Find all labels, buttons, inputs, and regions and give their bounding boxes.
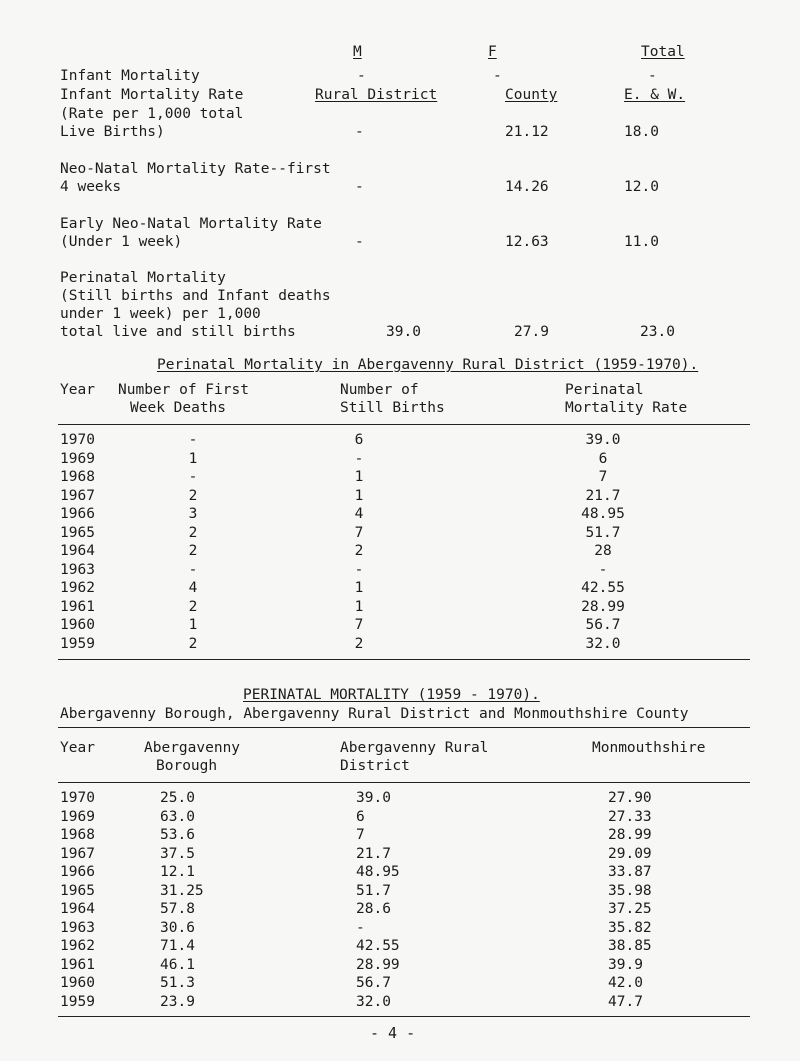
- table1-header-first-week-line2: Week Deaths: [130, 400, 227, 416]
- table2-header-borough-line2: Borough: [156, 758, 218, 774]
- imr-label-line2: (Rate per 1,000 total: [60, 106, 244, 122]
- table2-cell-monmouthshire: 42.0: [608, 975, 643, 991]
- table2-cell-monmouthshire: 27.90: [608, 790, 652, 806]
- table1-cell-first-week-deaths: -: [188, 469, 198, 485]
- table2-cell-year: 1969: [60, 808, 95, 825]
- imr-label-line1: Infant Mortality Rate: [60, 87, 244, 103]
- neonatal-ew: 12.0: [624, 179, 659, 195]
- table2-cell-rural-district: 56.7: [356, 975, 391, 991]
- early-neonatal-ew: 11.0: [624, 234, 659, 250]
- col-header-f: F: [488, 44, 497, 60]
- table1-cell-first-week-deaths: 1: [188, 617, 198, 633]
- table2-header-rule: [58, 782, 750, 783]
- table2-cell-year: 1966: [60, 864, 95, 880]
- table2-cell-borough: 71.4: [160, 938, 195, 954]
- table2-cell-borough: 37.5: [160, 845, 195, 862]
- table1-cell-first-week-deaths: -: [188, 432, 198, 448]
- table1-cell-still-births: 2: [354, 635, 364, 652]
- table1-header-still-births-line2: Still Births: [340, 400, 445, 416]
- infant-mortality-total: -: [648, 68, 657, 84]
- table1-cell-perinatal-rate: 7: [598, 469, 608, 485]
- table1-header-first-week-line1: Number of First: [118, 382, 249, 398]
- infant-mortality-f: -: [493, 68, 502, 84]
- table2-cell-monmouthshire: 27.33: [608, 808, 652, 825]
- table1-header-year: Year: [60, 382, 95, 398]
- table2-subtitle: Abergavenny Borough, Abergavenny Rural District and Monmouthshire County: [60, 706, 689, 722]
- table2-cell-rural-district: 6: [356, 808, 365, 825]
- table1-cell-still-births: 1: [354, 469, 364, 485]
- table2-cell-year: 1967: [60, 845, 95, 862]
- table2-cell-year: 1962: [60, 938, 95, 954]
- table1-cell-first-week-deaths: 2: [188, 598, 198, 615]
- early-neonatal-county: 12.63: [505, 234, 549, 250]
- table1-cell-year: 1959: [60, 635, 95, 652]
- table2-cell-borough: 12.1: [160, 864, 195, 880]
- table2-cell-borough: 25.0: [160, 790, 195, 806]
- table2-cell-rural-district: 28.6: [356, 901, 391, 917]
- table1-cell-still-births: 2: [354, 543, 364, 559]
- table1-cell-perinatal-rate: 56.7: [585, 617, 621, 633]
- table1-cell-year: 1965: [60, 524, 95, 541]
- table2-cell-rural-district: 21.7: [356, 845, 391, 862]
- table1-cell-perinatal-rate: 39.0: [585, 432, 621, 448]
- table1-cell-perinatal-rate: 42.55: [581, 580, 625, 596]
- table2-cell-rural-district: 28.99: [356, 956, 400, 973]
- page-number: - 4 -: [370, 1024, 416, 1042]
- table2-cell-monmouthshire: 37.25: [608, 901, 652, 917]
- table1-header-rate-line1: Perinatal: [565, 382, 644, 398]
- table2-cell-monmouthshire: 29.09: [608, 845, 652, 862]
- table2-cell-year: 1963: [60, 919, 95, 936]
- table2-cell-rural-district: 51.7: [356, 882, 391, 899]
- table1-cell-year: 1968: [60, 469, 95, 485]
- table1-cell-year: 1962: [60, 580, 95, 596]
- infant-mortality-label: Infant Mortality: [60, 68, 200, 84]
- table1-cell-perinatal-rate: 21.7: [585, 487, 621, 504]
- table1-cell-perinatal-rate: 51.7: [585, 524, 621, 541]
- table1-cell-year: 1969: [60, 450, 95, 467]
- perinatal-label-line1: Perinatal Mortality: [60, 270, 226, 286]
- table1-bottom-rule: [58, 659, 750, 660]
- table1-header-rule: [58, 424, 750, 425]
- table2-cell-year: 1959: [60, 993, 95, 1010]
- table2-cell-monmouthshire: 33.87: [608, 864, 652, 880]
- col-header-total: Total: [641, 44, 685, 60]
- table1-cell-year: 1964: [60, 543, 95, 559]
- table1-cell-perinatal-rate: -: [598, 561, 608, 578]
- table2-header-rural-line2: District: [340, 758, 410, 774]
- perinatal-rural: 39.0: [386, 324, 421, 340]
- table2-cell-borough: 51.3: [160, 975, 195, 991]
- table1-cell-year: 1967: [60, 487, 95, 504]
- table1-cell-perinatal-rate: 6: [598, 450, 608, 467]
- table1-cell-still-births: 1: [354, 580, 364, 596]
- table1-cell-year: 1963: [60, 561, 95, 578]
- early-neonatal-rural: -: [355, 234, 364, 250]
- table1-header-still-births-line1: Number of: [340, 382, 419, 398]
- table2-top-rule: [58, 727, 750, 728]
- imr-rural: -: [355, 124, 364, 140]
- table2-cell-borough: 63.0: [160, 808, 195, 825]
- table2-cell-monmouthshire: 28.99: [608, 827, 652, 843]
- table2-cell-borough: 57.8: [160, 901, 195, 917]
- perinatal-label-line4: total live and still births: [60, 324, 296, 340]
- imr-label-line3: Live Births): [60, 124, 165, 140]
- table2-cell-monmouthshire: 35.82: [608, 919, 652, 936]
- county-header: County: [505, 87, 558, 103]
- table1-cell-still-births: 1: [354, 598, 364, 615]
- table2-cell-rural-district: 7: [356, 827, 365, 843]
- early-neonatal-label-line2: (Under 1 week): [60, 234, 183, 250]
- neonatal-label-line2: 4 weeks: [60, 179, 122, 195]
- table2-bottom-rule: [58, 1016, 750, 1017]
- table1-cell-still-births: 1: [354, 487, 364, 504]
- table2-cell-year: 1964: [60, 901, 95, 917]
- table2-cell-borough: 30.6: [160, 919, 195, 936]
- rural-district-header: Rural District: [315, 87, 438, 103]
- perinatal-label-line3: under 1 week) per 1,000: [60, 306, 261, 322]
- imr-ew: 18.0: [624, 124, 659, 140]
- neonatal-rural: -: [355, 179, 364, 195]
- table2-cell-rural-district: -: [356, 919, 365, 936]
- table2-cell-borough: 23.9: [160, 993, 195, 1010]
- table2-cell-year: 1960: [60, 975, 95, 991]
- table2-cell-rural-district: 48.95: [356, 864, 400, 880]
- table1-cell-first-week-deaths: 2: [188, 487, 198, 504]
- neonatal-label-line1: Neo-Natal Mortality Rate--first: [60, 161, 331, 177]
- table1-cell-first-week-deaths: 2: [188, 635, 198, 652]
- imr-county: 21.12: [505, 124, 549, 140]
- table1-cell-year: 1966: [60, 506, 95, 522]
- table2-cell-borough: 31.25: [160, 882, 204, 899]
- table2-cell-borough: 53.6: [160, 827, 195, 843]
- table1-cell-perinatal-rate: 28: [594, 543, 612, 559]
- early-neonatal-label-line1: Early Neo-Natal Mortality Rate: [60, 216, 322, 232]
- table1-cell-perinatal-rate: 48.95: [581, 506, 625, 522]
- table1-cell-first-week-deaths: 2: [188, 524, 198, 541]
- table2-title: PERINATAL MORTALITY (1959 - 1970).: [243, 687, 540, 703]
- table1-title: Perinatal Mortality in Abergavenny Rural District (1959-1970).: [157, 357, 699, 373]
- table2-cell-monmouthshire: 38.85: [608, 938, 652, 954]
- table2-cell-year: 1965: [60, 882, 95, 899]
- table1-cell-still-births: 6: [354, 432, 364, 448]
- neonatal-county: 14.26: [505, 179, 549, 195]
- table1-cell-still-births: -: [354, 561, 364, 578]
- table2-header-year: Year: [60, 740, 95, 756]
- table1-header-rate-line2: Mortality Rate: [565, 400, 688, 416]
- table1-cell-perinatal-rate: 28.99: [581, 598, 625, 615]
- table1-cell-first-week-deaths: -: [188, 561, 198, 578]
- table2-cell-monmouthshire: 35.98: [608, 882, 652, 899]
- table2-header-borough-line1: Abergavenny: [144, 740, 241, 756]
- table2-cell-borough: 46.1: [160, 956, 195, 973]
- table2-cell-rural-district: 32.0: [356, 993, 391, 1010]
- table1-cell-first-week-deaths: 3: [188, 506, 198, 522]
- table2-header-rural-line1: Abergavenny Rural: [340, 740, 489, 756]
- ew-header: E. & W.: [624, 87, 686, 103]
- infant-mortality-m: -: [357, 68, 366, 84]
- table1-cell-year: 1960: [60, 617, 95, 633]
- table1-cell-still-births: -: [354, 450, 364, 467]
- table1-cell-still-births: 7: [354, 617, 364, 633]
- table2-cell-year: 1970: [60, 790, 95, 806]
- perinatal-label-line2: (Still births and Infant deaths: [60, 288, 331, 304]
- table1-cell-first-week-deaths: 4: [188, 580, 198, 596]
- table2-cell-rural-district: 42.55: [356, 938, 400, 954]
- table1-cell-year: 1970: [60, 432, 95, 448]
- table1-cell-first-week-deaths: 1: [188, 450, 198, 467]
- col-header-m: M: [353, 44, 362, 60]
- table2-cell-year: 1968: [60, 827, 95, 843]
- table2-cell-monmouthshire: 47.7: [608, 993, 643, 1010]
- table1-cell-year: 1961: [60, 598, 95, 615]
- table2-cell-rural-district: 39.0: [356, 790, 391, 806]
- table1-cell-still-births: 4: [354, 506, 364, 522]
- table2-header-county: Monmouthshire: [592, 740, 706, 756]
- perinatal-ew: 23.0: [640, 324, 675, 340]
- table2-cell-monmouthshire: 39.9: [608, 956, 643, 973]
- table1-cell-still-births: 7: [354, 524, 364, 541]
- table2-cell-year: 1961: [60, 956, 95, 973]
- table1-cell-first-week-deaths: 2: [188, 543, 198, 559]
- perinatal-county: 27.9: [514, 324, 549, 340]
- table1-cell-perinatal-rate: 32.0: [585, 635, 621, 652]
